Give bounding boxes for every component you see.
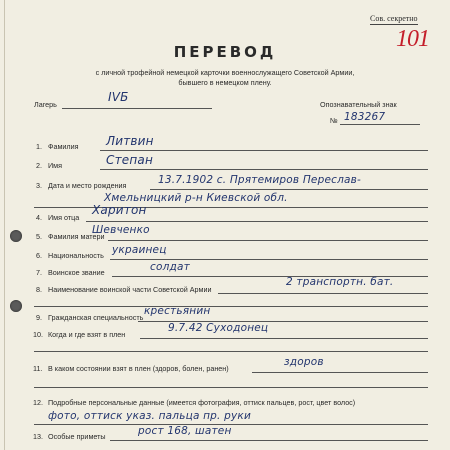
field-11-label: В каком состоянии взят в плен (здоров, болен, ранен) [48,364,229,373]
camp-line [62,108,212,109]
field-10-line [140,338,428,339]
field-7-num: 7. [36,268,42,277]
field-11-line-2 [34,387,428,388]
punch-hole-top [10,230,22,242]
field-2-label: Имя [48,161,62,170]
field-11-num: 11. [33,364,43,373]
field-9-value: крестьянин [144,305,211,317]
camp-value: IVБ [108,90,129,104]
field-13-value: рост 168, шатен [138,425,232,437]
field-12-label: Подробные персональные данные (имеется фотография, оттиск пальцев, рост, цвет волос) [48,398,356,407]
field-1-value: Литвин [106,134,154,148]
document-title: ПЕРЕВОД [173,43,277,61]
field-7-label: Воинское звание [48,268,105,277]
field-4-num: 4. [36,213,42,222]
field-2-value: Степан [106,153,153,167]
field-11-line [252,372,428,373]
field-6-label: Национальность [48,251,104,260]
field-13-label: Особые приметы [48,432,106,441]
field-1-label: Фамилия [48,142,79,151]
field-3-line [150,189,428,190]
field-3-value-2: Хмельницкий р-н Киевской обл. [104,192,288,204]
field-10-line-2 [34,351,428,352]
tag-label: Опознавательный знак [320,100,397,109]
subtitle-line-1: с личной трофейной немецкой карточки военнослужащего Советской Армии, [95,68,355,77]
field-6-value: украинец [112,244,167,256]
field-1-num: 1. [36,142,42,151]
field-6-num: 6. [36,251,42,260]
field-5-value: Шевченко [92,224,150,236]
field-5-line [108,240,428,241]
tag-value: 183267 [344,111,386,123]
field-2-num: 2. [36,161,42,170]
field-9-num: 9. [36,313,42,322]
margin-line [4,0,5,450]
field-10-value: 9.7.42 Суходонец [168,322,269,334]
field-5-num: 5. [36,232,42,241]
field-3-label: Дата и место рождения [48,181,127,190]
field-8-num: 8. [36,285,42,294]
tag-prefix: № [330,116,338,125]
subtitle-line-2: бывшего в немецком плену. [178,78,272,87]
tag-line [340,124,420,125]
field-11-value: здоров [284,356,324,368]
field-4-value: Харитон [92,203,147,217]
secret-label: Сов. секретно [370,14,418,23]
field-7-value: солдат [150,261,190,273]
field-4-line [86,221,428,222]
secret-number: 101 [396,26,429,52]
field-2-line [100,169,428,170]
field-4-label: Имя отца [48,213,80,222]
field-13-line [110,440,428,441]
field-13-num: 13. [33,432,43,441]
camp-label: Лагерь [34,100,57,109]
field-5-label: Фамилия матери [48,232,105,241]
field-8-line [218,293,428,294]
field-10-label: Когда и где взят в плен [48,330,126,339]
field-8-label: Наименование воинской части Советской Армии [48,285,212,294]
field-3-num: 3. [36,181,42,190]
field-12-value: фото, оттиск указ. пальца пр. руки [48,410,251,422]
field-8-line-2 [34,306,428,307]
field-10-num: 10. [33,330,43,339]
field-9-label: Гражданская специальность [48,313,144,322]
field-12-num: 12. [33,398,43,407]
field-3-value: 13.7.1902 с. Прятемиров Переслав- [158,174,362,186]
field-8-value: 2 транспортн. бат. [286,276,394,288]
field-6-line [110,259,428,260]
punch-hole-bottom [10,300,22,312]
field-1-line [100,150,428,151]
